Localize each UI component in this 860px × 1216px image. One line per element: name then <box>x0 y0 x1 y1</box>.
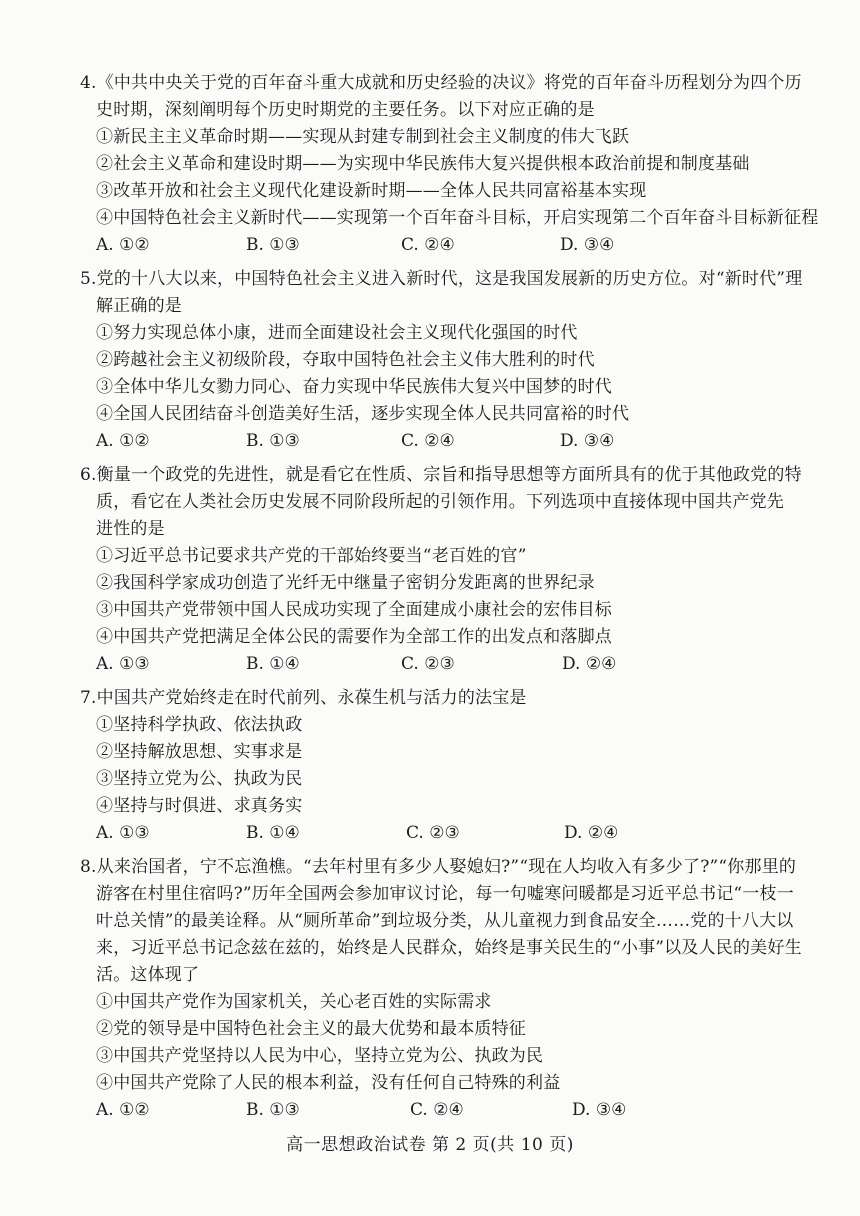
choice-c: C. ②④ <box>410 1100 464 1120</box>
question-7-option-2: ②坚持解放思想、实事求是 <box>96 742 303 762</box>
question-7-choices <box>96 822 776 844</box>
question-8-option-1: ①中国共产党作为国家机关，关心老百姓的实际需求 <box>96 992 492 1012</box>
question-8-stem-line-1: 8.从来治国者，宁不忘渔樵。“去年村里有多少人娶媳妇?”“现在人均收入有多少了?”“你那里的 <box>80 857 797 877</box>
choice-d: D. ③④ <box>560 431 615 451</box>
question-8-option-2: ②党的领导是中国特色社会主义的最大优势和最本质特征 <box>96 1019 526 1039</box>
choice-a: A. ①② <box>96 235 150 255</box>
choice-b: B. ①④ <box>246 823 300 843</box>
question-8-stem-line-4: 来，习近平总书记念兹在兹的，始终是人民群众，始终是事关民生的“小事”以及人民的美好生 <box>96 938 802 958</box>
question-6-stem-line-2: 质，看它在人类社会历史发展不同阶段所起的引领作用。下列选项中直接体现中国共产党先 <box>96 492 784 512</box>
question-4-option-4: ④中国特色社会主义新时代——实现第一个百年奋斗目标，开启实现第二个百年奋斗目标新征程 <box>96 208 819 228</box>
question-5-option-1: ①努力实现总体小康，进而全面建设社会主义现代化强国的时代 <box>96 323 578 343</box>
question-4-option-1: ①新民主主义革命时期——实现从封建专制到社会主义制度的伟大飞跃 <box>96 127 630 147</box>
choice-b: B. ①④ <box>246 654 300 674</box>
question-6-option-3: ③中国共产党带领中国人民成功实现了全面建成小康社会的宏伟目标 <box>96 600 612 620</box>
question-8-option-3: ③中国共产党坚持以人民为中心，坚持立党为公、执政为民 <box>96 1046 544 1066</box>
question-4-option-3: ③改革开放和社会主义现代化建设新时期——全体人民共同富裕基本实现 <box>96 181 647 201</box>
question-6-option-4: ④中国共产党把满足全体公民的需要作为全部工作的出发点和落脚点 <box>96 627 612 647</box>
choice-d: D. ③④ <box>572 1100 627 1120</box>
question-8-choices <box>96 1099 776 1121</box>
question-8-stem-line-2: 游客在村里住宿吗?”历年全国两会参加审议讨论，每一句嘘寒问暖都是习近平总书记“一枝一 <box>96 884 794 904</box>
choice-c: C. ②④ <box>401 431 455 451</box>
question-4-stem-line-2: 史时期，深刻阐明每个历史时期党的主要任务。以下对应正确的是 <box>96 100 595 120</box>
choice-a: A. ①② <box>96 1100 150 1120</box>
question-8-option-4: ④中国共产党除了人民的根本利益，没有任何自己特殊的利益 <box>96 1073 561 1093</box>
question-6-stem-line-3: 进性的是 <box>96 519 165 539</box>
question-6-option-1: ①习近平总书记要求共产党的干部始终要当“老百姓的官” <box>96 546 527 566</box>
question-5-stem-line-1: 5.党的十八大以来，中国特色社会主义进入新时代，这是我国发展新的历史方位。对“新时代”理 <box>80 269 803 289</box>
question-7-option-1: ①坚持科学执政、依法执政 <box>96 715 303 735</box>
question-5-option-3: ③全体中华儿女勠力同心、奋力实现中华民族伟大复兴中国梦的时代 <box>96 377 612 397</box>
choice-d: D. ②④ <box>564 823 619 843</box>
question-7-option-4: ④坚持与时俱进、求真务实 <box>96 796 303 816</box>
choice-b: B. ①③ <box>246 1100 300 1120</box>
question-8-stem-line-5: 活。这体现了 <box>96 965 200 985</box>
question-5-choices <box>96 430 776 452</box>
choice-a: A. ①② <box>96 431 150 451</box>
question-4-stem-line-1: 4.《中共中央关于党的百年奋斗重大成就和历史经验的决议》将党的百年奋斗历程划分为四个历 <box>80 73 802 93</box>
question-4-choices <box>96 234 776 256</box>
choice-d: D. ③④ <box>560 235 615 255</box>
choice-c: C. ②③ <box>406 823 460 843</box>
question-5-stem-line-2: 解正确的是 <box>96 296 182 316</box>
question-6-option-2: ②我国科学家成功创造了光纤无中继量子密钥分发距离的世界纪录 <box>96 573 595 593</box>
question-4-option-2: ②社会主义革命和建设时期——为实现中华民族伟大复兴提供根本政治前提和制度基础 <box>96 154 750 174</box>
question-6-stem-line-1: 6.衡量一个政党的先进性，就是看它在性质、宗旨和指导思想等方面所具有的优于其他政党的特 <box>80 465 802 485</box>
question-7-stem-line-1: 7.中国共产党始终走在时代前列、永葆生机与活力的法宝是 <box>80 688 527 708</box>
choice-b: B. ①③ <box>246 235 300 255</box>
question-6-choices <box>96 653 776 675</box>
choice-c: C. ②④ <box>401 235 455 255</box>
question-5-option-2: ②跨越社会主义初级阶段，夺取中国特色社会主义伟大胜利的时代 <box>96 350 595 370</box>
choice-b: B. ①③ <box>246 431 300 451</box>
choice-c: C. ②③ <box>401 654 455 674</box>
question-5-option-4: ④全国人民团结奋斗创造美好生活，逐步实现全体人民共同富裕的时代 <box>96 404 630 424</box>
choice-a: A. ①③ <box>96 654 150 674</box>
page-footer: 高一思想政治试卷 第 2 页(共 10 页) <box>286 1135 574 1155</box>
question-8-stem-line-3: 叶总关情”的最美诠释。从“厕所革命”到垃圾分类，从儿童视力到食品安全……党的十八大以 <box>96 911 794 931</box>
question-7-option-3: ③坚持立党为公、执政为民 <box>96 769 303 789</box>
choice-d: D. ②④ <box>562 654 617 674</box>
choice-a: A. ①③ <box>96 823 150 843</box>
